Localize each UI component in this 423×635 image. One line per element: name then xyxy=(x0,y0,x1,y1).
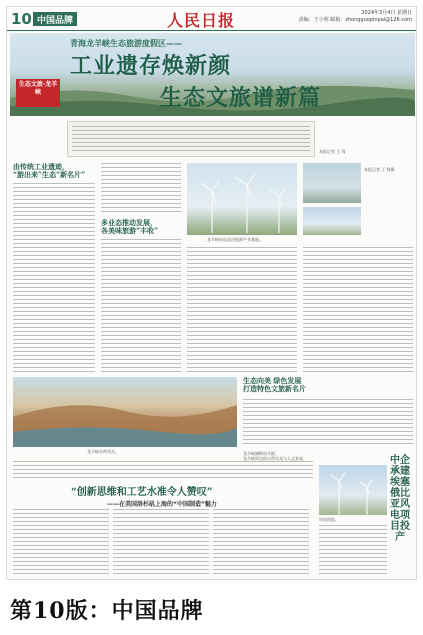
author-tag: 本报记者 王 锋摄 xyxy=(364,167,395,172)
date-text: 2024年3月4日 星期日 xyxy=(361,10,412,16)
bottom-subhead: ——在美国洛杉矶上海的“中国制造”魅力 xyxy=(107,501,217,508)
birds-photo xyxy=(303,163,361,203)
newspaper-page xyxy=(6,6,417,580)
caption-wind: 龙羊峡风电清洁能源产业基地。 xyxy=(207,237,263,242)
banner-label: 第10版：中国品牌 xyxy=(10,598,204,624)
page-masthead xyxy=(7,7,417,31)
subhead-1: 由传统工业遗迹， “游出来”生态“新名片” xyxy=(13,162,86,179)
wind-farm-photo xyxy=(187,163,297,235)
turbine-graphic xyxy=(319,465,387,515)
byline: 本报记者 王 锋 xyxy=(319,149,346,154)
caption-turbine: 风电机组。 xyxy=(319,517,339,522)
red-stamp: 生态文旅·龙羊峡 xyxy=(16,79,60,107)
section-label: 中国品牌 xyxy=(33,12,77,26)
lead-headline-2: 生态文旅谱新篇 xyxy=(160,85,322,111)
mid-subhead: 生态向美 绿色发展 打造特色文旅新名片 xyxy=(243,376,306,393)
date-line xyxy=(299,10,412,24)
caption-mid: 龙羊峡周边的自然风光与人文景观。 xyxy=(243,456,307,461)
side-vertical-headline: 中企承建埃塞俄比亚风电项目投产 xyxy=(390,455,410,543)
edition-info: 责编：王小明 邮箱：zhongguopinpai@126.com xyxy=(298,17,412,23)
lead-intro-box xyxy=(67,121,315,157)
subhead-2: 多业态推动发展， 各美味旅游“丰收” xyxy=(101,218,159,235)
caption-sheep: 龙羊峡湖畔的羊群。 xyxy=(243,451,279,456)
caption-canyon: 龙羊峡水库风光。 xyxy=(87,449,119,454)
lead-hero-image xyxy=(10,33,415,116)
lead-headline-1: 工业遗存焕新颜 xyxy=(70,53,232,79)
bottom-headline: “创新思维和工艺水准令人赞叹” xyxy=(71,487,213,498)
lead-kicker: 青海龙羊峡生态旅游度假区—— xyxy=(70,39,182,48)
wind-turbine-graphic xyxy=(187,163,297,235)
turbine-photo xyxy=(319,465,387,515)
newspaper-logo: 人民日报 xyxy=(167,11,236,30)
station-photo xyxy=(303,207,361,235)
page-number: 10 xyxy=(11,10,32,28)
page-banner xyxy=(0,584,423,635)
canyon-photo xyxy=(13,377,237,447)
canyon-graphic xyxy=(13,377,237,447)
